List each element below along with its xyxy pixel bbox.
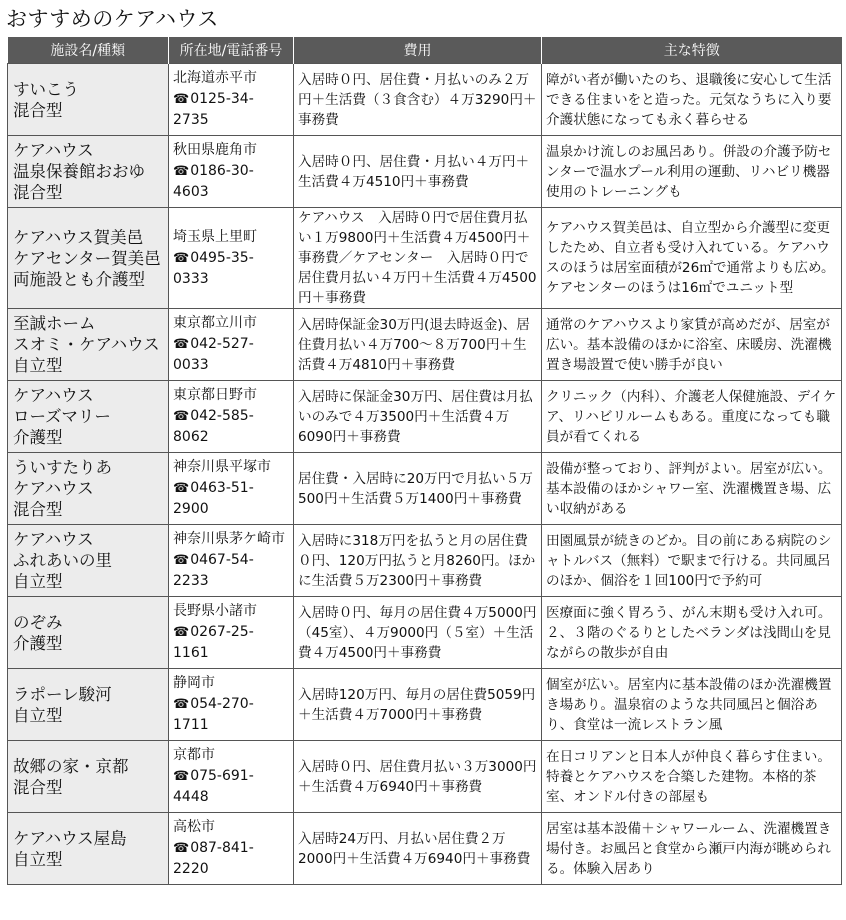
cost-cell: 入居時０円、居住費・月払いのみ２万円＋生活費（３食含む）４万3290円＋事務費 xyxy=(294,64,542,136)
table-row xyxy=(8,64,842,136)
phone-line xyxy=(173,248,289,290)
address: 北海道赤平市 xyxy=(173,70,257,86)
cost-cell: 入居時０円、居住費月払い３万3000円＋生活費４万6940円＋事務費 xyxy=(294,741,542,813)
table-row xyxy=(8,669,842,741)
column-header-features: 主な特徴 xyxy=(542,37,842,64)
address: 静岡市 xyxy=(173,675,215,691)
phone-line xyxy=(173,622,289,664)
phone-icon: ☎ xyxy=(173,337,190,352)
location-cell xyxy=(169,381,294,453)
table-row xyxy=(8,453,842,525)
features-cell: 温泉かけ流しのお風呂あり。併設の介護予防センターで温水プール利用の運動、リハビリ機器使用のトレーニングも xyxy=(542,136,842,208)
facility-cell xyxy=(8,381,169,453)
cost-cell: ケアハウス 入居時０円で居住費月払い１万9800円＋生活費４万4500円＋事務費／ケアセンター 入居時０円で居住費月払い４万円＋生活費４万4500円＋事務費 xyxy=(294,208,542,309)
location-cell xyxy=(169,453,294,525)
facility-type: 両施設とも介護型 xyxy=(13,269,145,289)
features-cell: 田園風景が続きのどか。目の前にある病院のシャトルバス（無料）で駅まで行ける。共同風呂のほか、個浴を１回100円で予約可 xyxy=(542,525,842,597)
phone-number: 042-527-0033 xyxy=(173,336,254,373)
facility-cell xyxy=(8,669,169,741)
facility-cell xyxy=(8,136,169,208)
facility-cell xyxy=(8,208,169,309)
column-header-cost: 費用 xyxy=(294,37,542,64)
facility-type: 混合型 xyxy=(13,183,63,202)
facility-type: 自立型 xyxy=(13,356,63,375)
facility-cell xyxy=(8,453,169,525)
cost-cell: 居住費・入居時に20万円で月払い５万500円＋生活費５万1400円＋事務費 xyxy=(294,453,542,525)
facility-name: ケアハウス ふれあいの里 xyxy=(13,530,112,570)
table-body xyxy=(8,64,842,885)
facility-name: ケアハウス賀美邑 ケアセンター賀美邑 xyxy=(13,227,161,268)
features-cell: 個室が広い。居室内に基本設備のほか洗濯機置き場あり。温泉宿のような共同風呂と個浴あり、食堂は一流レストラン風 xyxy=(542,669,842,741)
address: 東京都立川市 xyxy=(173,315,257,331)
facility-name: 故郷の家・京都 xyxy=(13,756,129,776)
address: 長野県小諸市 xyxy=(173,603,257,619)
location-cell xyxy=(169,669,294,741)
facility-type: 混合型 xyxy=(13,100,63,120)
phone-icon: ☎ xyxy=(173,481,190,496)
phone-icon: ☎ xyxy=(173,250,190,266)
facility-cell xyxy=(8,525,169,597)
features-cell: 通常のケアハウスより家賃が高めだが、居室が広い。基本設備のほかに浴室、床暖房、洗濯機置き場設置で使い勝手が良い xyxy=(542,309,842,381)
phone-number: 042-585-8062 xyxy=(173,408,254,445)
facility-cell xyxy=(8,741,169,813)
facility-cell xyxy=(8,813,169,885)
phone-icon: ☎ xyxy=(173,625,190,640)
phone-number: 0125-34-2735 xyxy=(173,91,254,128)
phone-icon: ☎ xyxy=(173,409,190,424)
location-cell xyxy=(169,525,294,597)
page-title: おすすめのケアハウス xyxy=(6,7,219,31)
facility-name: ケアハウス ローズマリー xyxy=(13,386,111,426)
address: 神奈川県平塚市 xyxy=(173,459,271,475)
location-cell xyxy=(169,208,294,309)
phone-number: 0463-51-2900 xyxy=(173,480,254,517)
facility-cell xyxy=(8,309,169,381)
facility-type: 混合型 xyxy=(13,777,63,797)
phone-line xyxy=(173,838,289,880)
phone-number: 0495-35-0333 xyxy=(173,249,254,287)
table-header-row xyxy=(8,37,842,64)
phone-icon: ☎ xyxy=(173,553,190,568)
facility-name: 至誠ホーム スオミ・ケアハウス xyxy=(13,314,160,354)
phone-icon: ☎ xyxy=(173,841,190,856)
facility-cell xyxy=(8,64,169,136)
phone-line xyxy=(173,550,289,592)
phone-number: 087-841-2220 xyxy=(173,840,254,877)
facility-name: ういすたりあ ケアハウス xyxy=(13,458,112,498)
facility-type: 介護型 xyxy=(13,428,63,447)
facility-type: 自立型 xyxy=(13,705,63,725)
phone-line xyxy=(173,478,289,520)
table-row xyxy=(8,309,842,381)
location-cell xyxy=(169,64,294,136)
features-cell: 設備が整っており、評判がよい。居室が広い。基本設備のほかシャワー室、洗濯機置き場、広い収納がある xyxy=(542,453,842,525)
table-row xyxy=(8,381,842,453)
features-cell: ケアハウス賀美邑は、自立型から介護型に変更したため、自立者も受け入れている。ケアハウスのほうは居室面積が26㎡で通常よりも広め。ケアセンターのほうは16㎡でユニット型 xyxy=(542,208,842,309)
location-cell xyxy=(169,597,294,669)
location-cell xyxy=(169,136,294,208)
facility-name: ケアハウス 温泉保養館おおゆ xyxy=(13,141,145,181)
phone-number: 0467-54-2233 xyxy=(173,552,254,589)
address: 東京都日野市 xyxy=(173,387,257,403)
location-cell xyxy=(169,309,294,381)
table-row xyxy=(8,741,842,813)
cost-cell: 入居時に保証金30万円、居住費は月払いのみで４万3500円＋生活費４万6090円＋事務費 xyxy=(294,381,542,453)
address: 神奈川県茅ケ崎市 xyxy=(173,531,285,547)
cost-cell: 入居時24万円、月払い居住費２万2000円＋生活費４万6940円＋事務費 xyxy=(294,813,542,885)
features-cell: 障がい者が働いたのち、退職後に安心して生活できる住まいをと造った。元気なうちに入り要介護状態になっても永く暮らせる xyxy=(542,64,842,136)
phone-line xyxy=(173,406,289,448)
phone-icon: ☎ xyxy=(173,697,190,712)
cost-cell: 入居時０円、毎月の居住費４万5000円（45室）、４万9000円（５室）＋生活費４万4500円＋事務費 xyxy=(294,597,542,669)
cost-cell: 入居時保証金30万円(退去時返金)、居住費月払い４万700〜８万700円＋生活費４万4810円＋事務費 xyxy=(294,309,542,381)
facility-type: 自立型 xyxy=(13,572,63,591)
phone-number: 0186-30-4603 xyxy=(173,163,254,200)
phone-number: 0267-25-1161 xyxy=(173,624,254,661)
phone-icon: ☎ xyxy=(173,164,190,179)
phone-line xyxy=(173,694,289,736)
facility-type: 自立型 xyxy=(13,849,63,869)
address: 埼玉県上里町 xyxy=(173,228,257,245)
features-cell: 在日コリアンと日本人が仲良く暮らす住まい。特養とケアハウスを合築した建物。本格的茶室、オンドル付きの部屋も xyxy=(542,741,842,813)
facility-name: ラポーレ駿河 xyxy=(13,684,112,704)
features-cell: 居室は基本設備＋シャワールーム、洗濯機置き場付き。お風呂と食堂から瀬戸内海が眺められる。体験入居あり xyxy=(542,813,842,885)
cost-cell: 入居時に318万円を払うと月の居住費０円、120万円払うと月8260円。ほかに生活費５万2300円＋事務費 xyxy=(294,525,542,597)
table-row xyxy=(8,136,842,208)
facility-cell xyxy=(8,597,169,669)
cost-cell: 入居時０円、居住費・月払い４万円＋生活費４万4510円＋事務費 xyxy=(294,136,542,208)
facility-type: 混合型 xyxy=(13,500,63,519)
location-cell xyxy=(169,813,294,885)
phone-icon: ☎ xyxy=(173,92,190,107)
care-house-table xyxy=(7,37,842,885)
phone-number: 054-270-1711 xyxy=(173,696,254,733)
facility-type: 介護型 xyxy=(13,633,63,653)
phone-line xyxy=(173,766,289,808)
address: 秋田県鹿角市 xyxy=(173,142,257,158)
location-cell xyxy=(169,741,294,813)
facility-name: のぞみ xyxy=(13,612,63,632)
column-header-facility: 施設名/種類 xyxy=(8,37,169,64)
phone-line xyxy=(173,334,289,376)
table-row xyxy=(8,208,842,309)
phone-line xyxy=(173,89,289,131)
table-row xyxy=(8,597,842,669)
column-header-location: 所在地/電話番号 xyxy=(169,37,294,64)
facility-name: すいこう xyxy=(13,79,79,99)
address: 京都市 xyxy=(173,747,215,763)
cost-cell: 入居時120万円、毎月の居住費5059円＋生活費４万7000円＋事務費 xyxy=(294,669,542,741)
table-row xyxy=(8,813,842,885)
phone-line xyxy=(173,161,289,203)
phone-icon: ☎ xyxy=(173,769,190,784)
table-row xyxy=(8,525,842,597)
phone-number: 075-691-4448 xyxy=(173,768,254,805)
features-cell: クリニック（内科）、介護老人保健施設、デイケア、リハビリルームもある。重度になっても職員が看てくれる xyxy=(542,381,842,453)
facility-name: ケアハウス屋島 xyxy=(13,828,127,848)
address: 高松市 xyxy=(173,819,215,835)
features-cell: 医療面に強く胃ろう、がん末期も受け入れ可。２、３階のぐるりとしたベランダは浅間山を見ながらの散歩が自由 xyxy=(542,597,842,669)
